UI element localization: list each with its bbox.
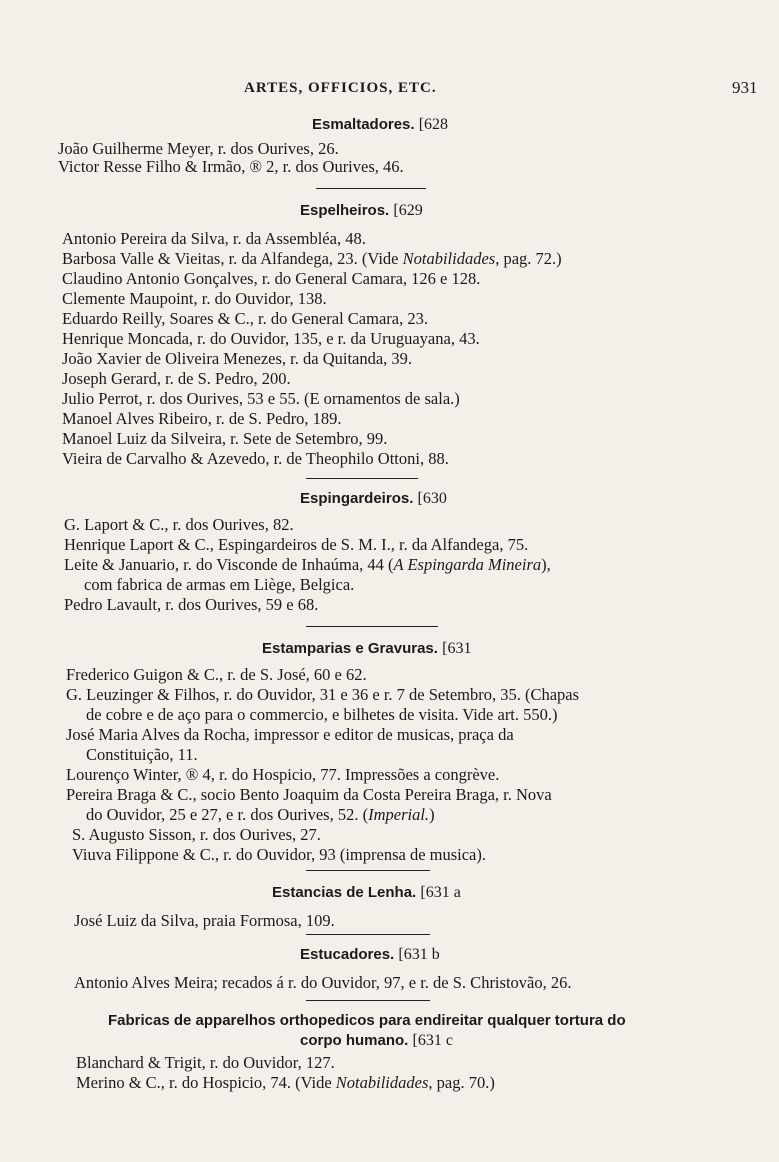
section-heading-estamparias: Estamparias e Gravuras. [631: [262, 640, 472, 657]
entry: José Maria Alves da Rocha, impressor e editor de musicas, praça da: [66, 725, 514, 744]
entry: G. Leuzinger & Filhos, r. do Ouvidor, 31 e 36 e r. 7 de Setembro, 35. (Chapas: [66, 685, 580, 704]
section-heading-fabricas: Fabricas de apparelhos orthopedicos para endireitar qualquer tortura do: [108, 1012, 626, 1029]
entry: Henrique Laport & C., Espingardeiros de S. M. I., r. da Alfandega, 75.: [64, 535, 529, 554]
entry: Claudino Antonio Gonçalves, r. do General Camara, 126 e 128.: [62, 269, 481, 288]
entry: Antonio Pereira da Silva, r. da Assembléa, 48.: [62, 229, 366, 248]
entry: Barbosa Valle & Vieitas, r. da Alfandega, 23. (Vide Notabilidades, pag. 72.): [62, 249, 562, 268]
entry: Victor Resse Filho & Irmão, ® 2, r. dos Ourives, 46.: [58, 157, 404, 176]
entry: S. Augusto Sisson, r. dos Ourives, 27.: [72, 825, 321, 844]
entry: José Luiz da Silva, praia Formosa, 109.: [74, 911, 335, 930]
section-heading-fabricas-cont: corpo humano. [631 c: [300, 1032, 453, 1049]
entry-continuation: do Ouvidor, 25 e 27, e r. dos Ourives, 52. (Imperial.): [86, 805, 435, 824]
entry-continuation: com fabrica de armas em Liège, Belgica.: [84, 575, 355, 594]
entry: Antonio Alves Meira; recados á r. do Ouvidor, 97, e r. de S. Christovão, 26.: [74, 973, 572, 992]
section-heading-esmaltadores: Esmaltadores. [628: [312, 116, 449, 133]
section-divider: [306, 934, 430, 935]
section-divider: [306, 1000, 430, 1001]
entry: Vieira de Carvalho & Azevedo, r. de Theophilo Ottoni, 88.: [62, 449, 449, 468]
entry-continuation: Constituição, 11.: [86, 745, 198, 764]
page-number: 931: [732, 78, 758, 97]
entry: Pedro Lavault, r. dos Ourives, 59 e 68.: [64, 595, 319, 614]
entry: G. Laport & C., r. dos Ourives, 82.: [64, 515, 294, 534]
entry: Merino & C., r. do Hospicio, 74. (Vide Notabilidades, pag. 70.): [76, 1073, 495, 1092]
entry: Manoel Luiz da Silveira, r. Sete de Setembro, 99.: [62, 429, 388, 448]
entry: Pereira Braga & C., socio Bento Joaquim da Costa Pereira Braga, r. Nova: [66, 785, 552, 804]
section-heading-espingardeiros: Espingardeiros. [630: [300, 490, 447, 507]
section-divider: [306, 626, 438, 627]
section-heading-espelheiros: Espelheiros. [629: [300, 202, 423, 219]
section-heading-estucadores: Estucadores. [631 b: [300, 946, 440, 963]
entry: Frederico Guigon & C., r. de S. José, 60 e 62.: [66, 665, 367, 684]
entry: Clemente Maupoint, r. do Ouvidor, 138.: [62, 289, 327, 308]
entry: Leite & Januario, r. do Visconde de Inhaúma, 44 (A Espingarda Mineira),: [64, 555, 551, 574]
running-head: ARTES, OFFICIOS, ETC.: [244, 80, 437, 96]
section-divider: [306, 870, 430, 871]
entry: Julio Perrot, r. dos Ourives, 53 e 55. (E ornamentos de sala.): [62, 389, 460, 408]
entry: Viuva Filippone & C., r. do Ouvidor, 93 (imprensa de musica).: [72, 845, 486, 864]
section-divider: [316, 188, 426, 189]
entry: João Guilherme Meyer, r. dos Ourives, 26.: [58, 139, 339, 158]
entry: Joseph Gerard, r. de S. Pedro, 200.: [62, 369, 291, 388]
entry-continuation: de cobre e de aço para o commercio, e bilhetes de visita. Vide art. 550.): [86, 705, 558, 724]
entry: Blanchard & Trigit, r. do Ouvidor, 127.: [76, 1053, 335, 1072]
entry: Henrique Moncada, r. do Ouvidor, 135, e r. da Uruguayana, 43.: [62, 329, 480, 348]
entry: João Xavier de Oliveira Menezes, r. da Quitanda, 39.: [62, 349, 413, 368]
section-heading-estancias: Estancias de Lenha. [631 a: [272, 884, 461, 901]
entry: Lourenço Winter, ® 4, r. do Hospicio, 77. Impressões a congrève.: [66, 765, 500, 784]
entry: Eduardo Reilly, Soares & C., r. do General Camara, 23.: [62, 309, 428, 328]
section-divider: [306, 478, 418, 479]
entry: Manoel Alves Ribeiro, r. de S. Pedro, 189.: [62, 409, 342, 428]
